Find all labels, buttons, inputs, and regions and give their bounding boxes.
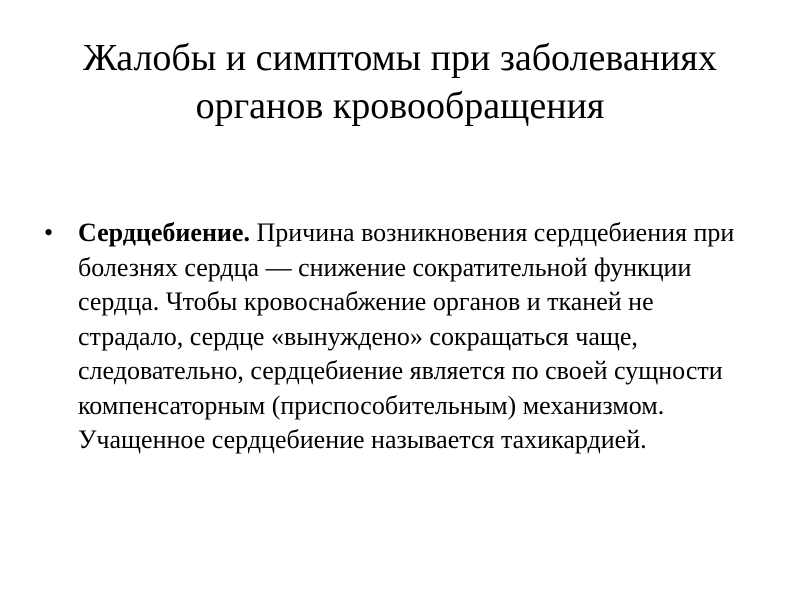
slide-title-line-1: Жалобы и симптомы при заболеваниях <box>83 37 717 79</box>
slide-title <box>40 34 760 130</box>
bullet-marker: • <box>44 218 54 247</box>
bullet-text: Причина возникновения сердцебиения при болезнях сердца — снижение сократительной функции сердца. Чтобы кровоснабжение органов и тканей не страдало, сердце «вынуждено» сокращаться чаще, следовательно, сердцебиение является по своей сущности компенсаторным (приспособительным) механизмом. Учащенное сердцебиение называется тахикардией. <box>78 218 735 454</box>
bullet-term: Сердцебиение. <box>78 218 250 247</box>
bullet-list <box>40 216 760 458</box>
bullet-item-palpitation <box>40 216 760 458</box>
slide-title-line-2: органов кровообращения <box>195 85 605 127</box>
